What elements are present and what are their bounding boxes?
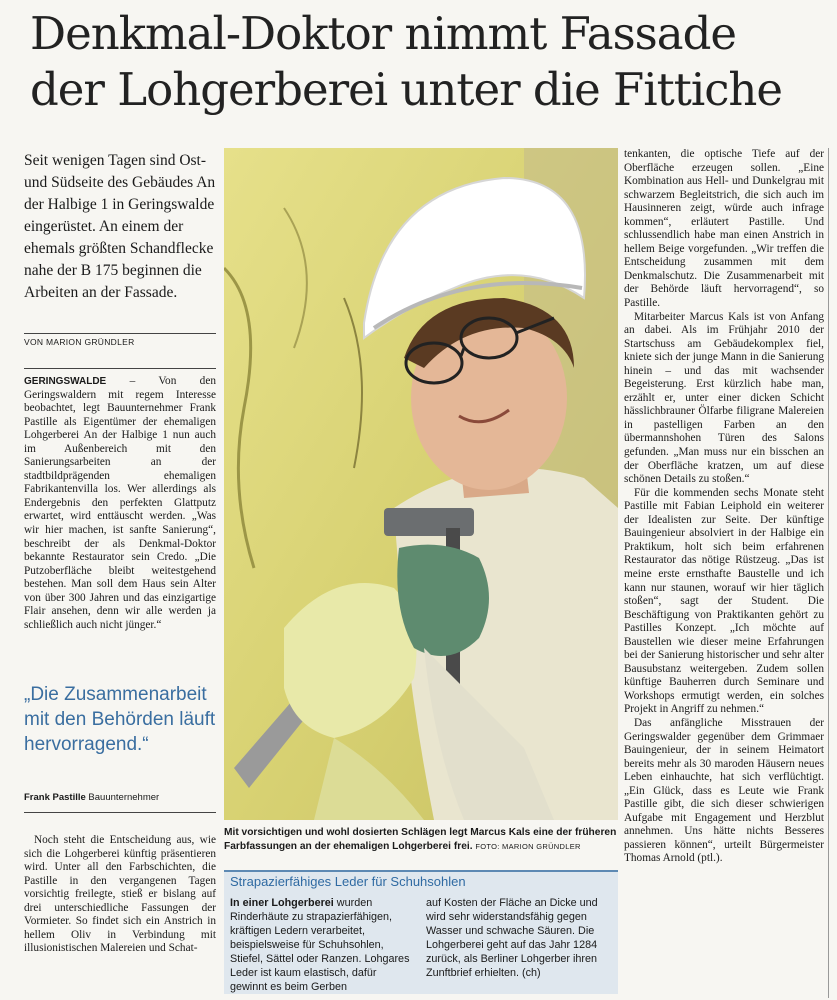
worker-photo-illustration bbox=[224, 148, 618, 820]
article-paragraph: Das anfängliche Misstrauen der Geringswalder gegenüber dem Grimmaer Bauingenieur, der in seinem Heimatort bereits mehr als 30 maroden Häusern neues Leben einhauchte, hat sich verflüchtigt. „Ein Glück, dass es Leute wie Frank Pastille gibt, die sich dieser schwierigen Aufgabe mit Engagement und Herzblut annehmen. Uns hätte nichts Besseres passieren können“, urteilt Bürgermeister Thomas Arnold (ptl.). bbox=[624, 716, 824, 865]
dateline: GERINGSWALDE bbox=[24, 376, 107, 387]
article-paragraph: GERINGSWALDE – Von den Geringswaldern mit regem Interesse beobachtet, legt Bauunternehmer Frank Pastille als Eigentümer der ehemaligen Lohgerberei An der Halbige 1 nun auch im Außenbereich mit den Sanierungsarbeiten an der stadtbildprägenden ehemaligen Fabrikantenvilla los. Wer allerdings als Endergebnis den perfekten Glattputz erwartet, wird enttäuscht werden. „Was wir hier machen, ist sanfte Sanierung“, beschreibt der als Denkmal-Doktor bekannte Restaurator sein Credo. „Die Putzoberfläche bleibt weitestgehend bestehen. Man soll dem Haus sein Alter von über 300 Jahren und das einzigartige Flair ansehen, denn wir alle werden ja schließlich auch nicht jünger.“ bbox=[24, 375, 216, 631]
photo-caption: Mit vorsichtigen und wohl dosierten Schlägen legt Marcus Kals eine der früheren Farbfassungen an der ehemaligen Lohgerberei frei. FOTO: MARION GRÜNDLER bbox=[224, 827, 617, 852]
byline: VON MARION GRÜNDLER bbox=[24, 333, 216, 347]
quote-author-role: Bauunternehmer bbox=[85, 792, 160, 803]
headline bbox=[30, 6, 820, 118]
article-paragraph: Für die kommenden sechs Monate steht Pastille mit Fabian Leiphold ein weiterer der Idealisten zur Seite. Der künftige Bauingenieur absolviert in der Halbige ein Praktikum, holt sich beim erfahrenen Restaurator das nötige Rüstzeug. „Das ist meine erste ernsthafte Baustelle und ich kann nur staunen, worauf wir hier täglich stoßen“, sagt der Student. Die Beschäftigung von Praktikanten gehört zu Pastilles Konzept. „Ich möchte auf Baustellen wie dieser meine Erfahrungen bei der Sanierung historischer und sehr alter Bausubstanz weitergeben. Zudem sollen künftige Bauherren durch Seminare und Workshops ermutigt werden, ein solches Projekt in Angriff zu nehmen.“ bbox=[624, 486, 824, 716]
info-box-lead: In einer Lohgerberei bbox=[230, 897, 334, 909]
article-photo bbox=[224, 148, 618, 820]
info-box-title: Strapazierfähiges Leder für Schuhsohlen bbox=[230, 874, 466, 889]
teaser-lead: Seit wenigen Tagen sind Ost- und Südseite des Gebäudes An der Halbige 1 in Geringswalde eingerüstet. An einem der ehemals größten Schandflecke nahe der B 175 beginnen die Arbeiten an der Fassade. bbox=[24, 152, 216, 301]
photo-credit: FOTO: MARION GRÜNDLER bbox=[475, 842, 581, 851]
info-box-text-column-1: In einer Lohgerberei wurden Rinderhäute zu strapazierfähigen, kräftigen Ledern verarbeitet, beispielsweise für Schuhsohlen, Stiefel, Sättel oder Ranzen. Lohgares Leder ist kaum elastisch, dafür gewinnt es beim Gerben bbox=[230, 897, 410, 993]
pull-quote-source bbox=[24, 792, 216, 803]
article-column-1-continued bbox=[24, 834, 216, 956]
divider bbox=[24, 812, 216, 813]
article-column-1 bbox=[24, 368, 216, 632]
headline-line-2: der Lohgerberei unter die Fittiche bbox=[30, 63, 783, 116]
headline-line-1: Denkmal-Doktor nimmt Fassade bbox=[30, 7, 737, 60]
article-column-3 bbox=[624, 148, 824, 866]
adjacent-article-edge bbox=[828, 148, 837, 998]
info-box-text-column-2: auf Kosten der Fläche an Dicke und wird sehr widerstandsfähig gegen Wasser und schwache Säuren. Die Lohgerberei geht auf das Jahr 1284 zurück, als Berliner Lohgerber ihren Zunftbrief erhielten. (ch) bbox=[426, 897, 598, 979]
article-paragraph: Noch steht die Entscheidung aus, wie sich die Lohgerberei künftig präsentieren wird. Unter all den Farbschichten, die Pastille in den vergangenen Tagen vorsichtig freilegte, stieß er bislang auf drei unterschiedliche Fassungen der Vormieter. So findet sich ein Anstrich in hellem Oliv in Verbindung mit illusionistischen Malereien und Schat- bbox=[24, 834, 216, 955]
article-paragraph: Mitarbeiter Marcus Kals ist von Anfang an dabei. Als im Frühjahr 2010 der Startschuss am Gebäudekomplex fiel, kniete sich der junge Mann in die Sanierung hinein – und das mit wachsender Begeisterung. Erst kürzlich habe man, erzählt er, unter einer dicken Schicht hässlichbrauner Ölfarbe filigrane Malereien in pastelligen Farben an den übermannshohen Türen des Salons gefunden. „Man muss nur ein bisschen an der Oberfläche kratzen, um auf diese schönen Details zu stoßen.“ bbox=[624, 310, 824, 486]
pull-quote: „Die Zusammenarbeit mit den Behörden läuft hervorragend.“ bbox=[24, 684, 216, 755]
quote-author: Frank Pastille bbox=[24, 792, 86, 803]
article-paragraph: tenkanten, die optische Tiefe auf der Oberfläche erzeugen sollen. „Eine Kombination aus Hell- und Dunkelgrau mit schwarzem Begleitstrich, die sich auch im Hausinneren zeigt, würde auch infrage kommen“, erläutert Pastille. Und schlussendlich habe man einen Anstrich in hellem Beige vorgefunden. „Wir treffen die Entscheidung zusammen mit dem Denkmalschutz. Die Zusammenarbeit mit der Behörde läuft hervorragend“, so Pastille. bbox=[624, 148, 824, 310]
